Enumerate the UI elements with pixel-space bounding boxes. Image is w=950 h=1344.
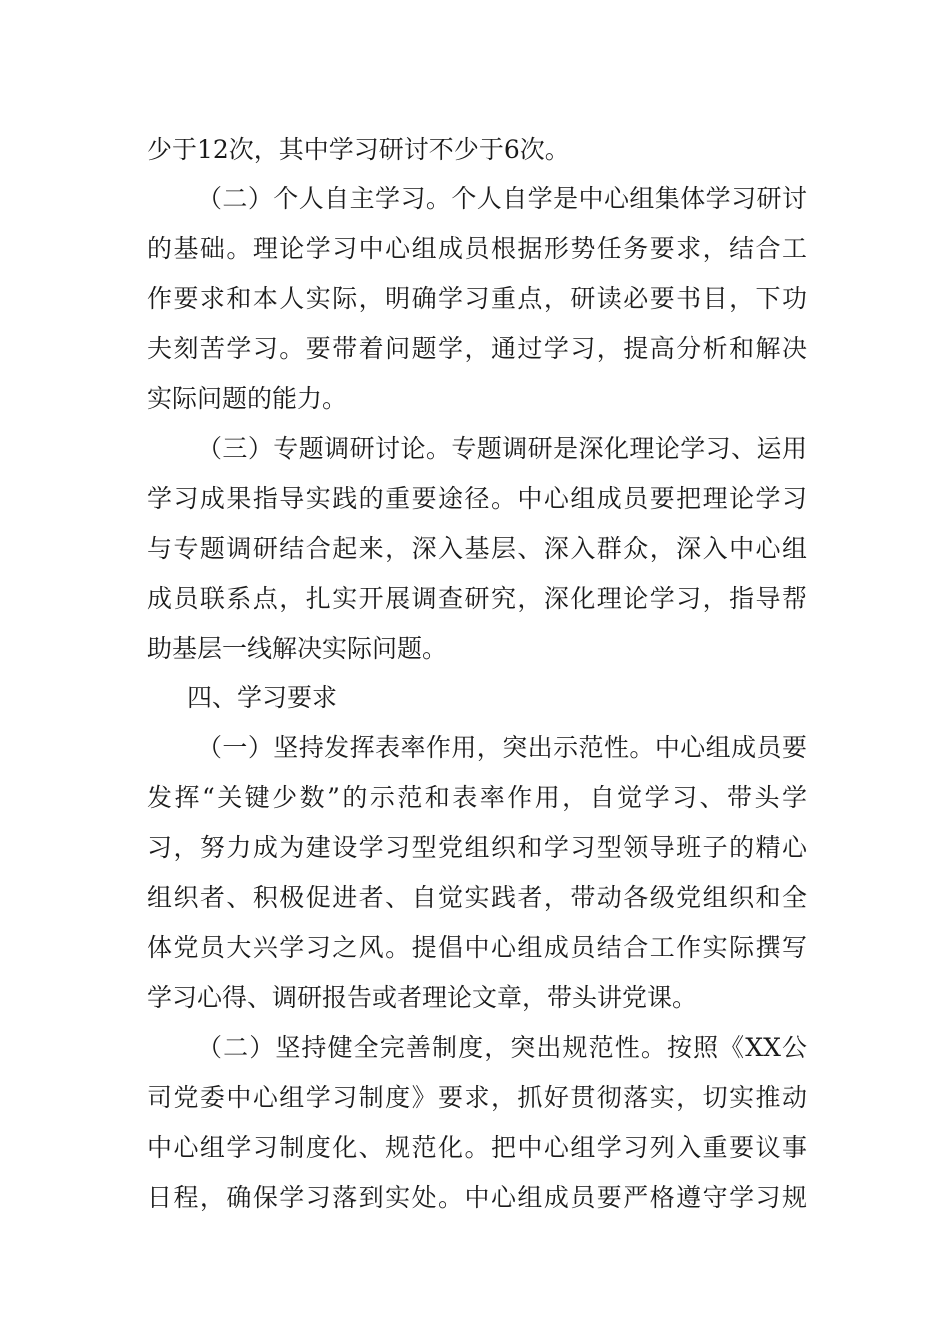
text-line: 成员联系点，扎实开展调查研究，深化理论学习，指导帮	[147, 584, 807, 613]
text-line: 日程，确保学习落到实处。中心组成员要严格遵守学习规	[147, 1183, 807, 1212]
text-line: 的基础。理论学习中心组成员根据形势任务要求，结合工	[147, 234, 807, 263]
text-line: 组织者、积极促进者、自觉实践者，带动各级党组织和全	[147, 883, 807, 912]
text-line: 学习成果指导实践的重要途径。中心组成员要把理论学习	[147, 484, 807, 513]
text-line: 实际问题的能力。	[147, 384, 348, 413]
text-line: 习，努力成为建设学习型党组织和学习型领导班子的精心	[147, 833, 807, 862]
text-line: 司党委中心组学习制度》要求，抓好贯彻落实，切实推动	[147, 1083, 807, 1112]
text-line: 发挥“关键少数”的示范和表率作用，自觉学习、带头学	[147, 783, 807, 812]
text-line: 中心组学习制度化、规范化。把中心组学习列入重要议事	[147, 1133, 807, 1162]
text-line: 作要求和本人实际，明确学习重点，研读必要书目，下功	[147, 284, 807, 313]
text-line: 夫刻苦学习。要带着问题学，通过学习，提高分析和解决	[147, 334, 807, 363]
text-line: （二）个人自主学习。个人自学是中心组集体学习研讨	[197, 184, 807, 213]
text-line: 少于12次，其中学习研讨不少于6次。	[147, 135, 570, 164]
text-line: （三）专题调研讨论。专题调研是深化理论学习、运用	[197, 434, 807, 463]
text-line: （一）坚持发挥表率作用，突出示范性。中心组成员要	[197, 733, 807, 762]
section-heading: 四、学习要求	[187, 683, 338, 712]
text-line: 与专题调研结合起来，深入基层、深入群众，深入中心组	[147, 534, 807, 563]
text-line: 助基层一线解决实际问题。	[147, 634, 448, 663]
text-line: 体党员大兴学习之风。提倡中心组成员结合工作实际撰写	[147, 933, 807, 962]
text-line: 学习心得、调研报告或者理论文章，带头讲党课。	[147, 983, 698, 1012]
text-line: （二）坚持健全完善制度，突出规范性。按照《XX公	[197, 1033, 807, 1062]
